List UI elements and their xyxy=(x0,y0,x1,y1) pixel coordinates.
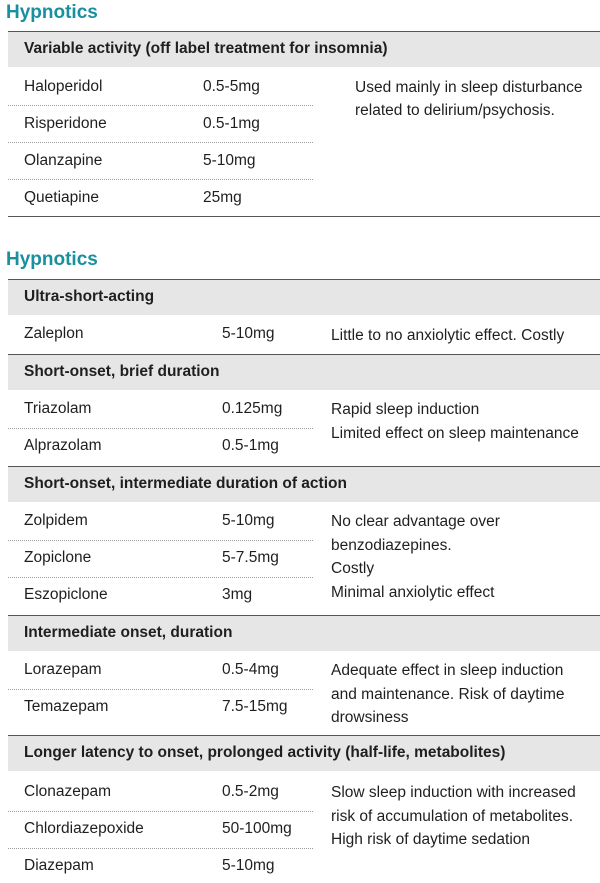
group-title: Short-onset, intermediate duration of action xyxy=(24,475,347,492)
note-text: benzodiazepines. xyxy=(331,537,452,554)
drug-name: Olanzapine xyxy=(24,152,103,169)
drug-name: Chlordiazepoxide xyxy=(24,820,144,837)
group-title: Variable activity (off label treatment for insomnia) xyxy=(24,40,388,57)
drug-name: Temazepam xyxy=(24,698,109,715)
group-title: Longer latency to onset, prolonged activity (half-life, metabolites) xyxy=(24,744,506,761)
drug-dose: 0.5-4mg xyxy=(222,661,279,678)
row-divider xyxy=(8,848,313,849)
drug-name: Diazepam xyxy=(24,857,94,874)
note-text: and maintenance. Risk of daytime xyxy=(331,686,565,703)
row-divider xyxy=(8,142,313,143)
drug-dose: 5-7.5mg xyxy=(222,549,279,566)
row-divider xyxy=(8,428,313,429)
note-text: High risk of daytime sedation xyxy=(331,831,531,848)
drug-name: Haloperidol xyxy=(24,78,103,95)
drug-name: Quetiapine xyxy=(24,189,99,206)
note-text: Rapid sleep induction xyxy=(331,401,480,418)
group-header xyxy=(8,466,600,502)
drug-name: Lorazepam xyxy=(24,661,102,678)
drug-name: Triazolam xyxy=(24,400,92,417)
row-divider xyxy=(8,540,313,541)
drug-dose: 5-10mg xyxy=(222,512,275,529)
section-heading: Hypnotics xyxy=(6,249,98,270)
note-text: Costly xyxy=(331,560,375,577)
row-divider xyxy=(8,577,313,578)
drug-dose: 0.5-1mg xyxy=(203,115,260,132)
drug-name: Clonazepam xyxy=(24,783,112,800)
row-divider xyxy=(8,689,313,690)
note-text: Adequate effect in sleep induction xyxy=(331,662,564,679)
drug-dose: 0.5-5mg xyxy=(203,78,260,95)
note-text: drowsiness xyxy=(331,709,409,726)
row-divider xyxy=(8,179,313,180)
drug-name: Zaleplon xyxy=(24,325,84,342)
group-title: Ultra-short-acting xyxy=(24,288,155,305)
section-heading: Hypnotics xyxy=(6,2,98,23)
note-text: Minimal anxiolytic effect xyxy=(331,584,495,601)
drug-dose: 5-10mg xyxy=(222,325,275,342)
drug-dose: 0.125mg xyxy=(222,400,283,417)
drug-name: Alprazolam xyxy=(24,437,102,454)
note-text: Used mainly in sleep disturbance xyxy=(355,79,583,96)
group-header xyxy=(8,354,600,390)
row-divider xyxy=(8,811,313,812)
note-text: related to delirium/psychosis. xyxy=(355,102,555,119)
drug-dose: 0.5-1mg xyxy=(222,437,279,454)
group-header xyxy=(8,735,600,771)
note-text: Limited effect on sleep maintenance xyxy=(331,425,579,442)
group-title: Intermediate onset, duration xyxy=(24,624,233,641)
drug-dose: 5-10mg xyxy=(222,857,275,874)
drug-dose: 50-100mg xyxy=(222,820,292,837)
note-text: risk of accumulation of metabolites. xyxy=(331,808,574,825)
group-header xyxy=(8,615,600,651)
group-header xyxy=(8,279,600,315)
drug-dose: 7.5-15mg xyxy=(222,698,288,715)
drug-dose: 5-10mg xyxy=(203,152,256,169)
note-text: Little to no anxiolytic effect. Costly xyxy=(331,327,565,344)
note-text: Slow sleep induction with increased xyxy=(331,784,576,801)
group-header xyxy=(8,31,600,67)
table-bottom-rule xyxy=(8,216,600,217)
row-divider xyxy=(8,105,313,106)
note-text: No clear advantage over xyxy=(331,513,500,530)
drug-name: Eszopiclone xyxy=(24,586,108,603)
drug-name: Zopiclone xyxy=(24,549,92,566)
drug-name: Zolpidem xyxy=(24,512,88,529)
drug-dose: 3mg xyxy=(222,586,253,603)
drug-dose: 0.5-2mg xyxy=(222,783,279,800)
drug-name: Risperidone xyxy=(24,115,107,132)
group-title: Short-onset, brief duration xyxy=(24,363,220,380)
drug-dose: 25mg xyxy=(203,189,242,206)
